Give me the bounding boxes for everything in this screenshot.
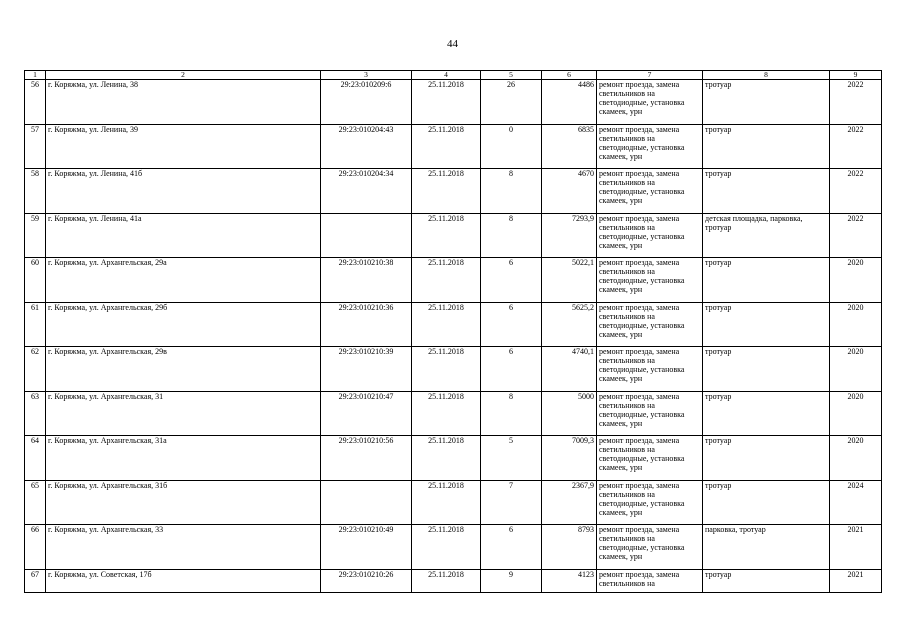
- count-cell: 6: [481, 258, 542, 303]
- header-cell: 4: [412, 71, 481, 80]
- table-row: [25, 347, 882, 392]
- cadastral-number-cell: 29:23:010209:6: [321, 80, 412, 125]
- extra-elements-cell: детская площадка, парковка, тротуар: [703, 213, 830, 258]
- cadastral-number-cell: 29:23:010210:26: [321, 569, 412, 592]
- area-cell: 5022,1: [542, 258, 597, 303]
- year-cell: 2020: [830, 347, 882, 392]
- row-number-cell: 60: [25, 258, 46, 303]
- works-cell: [597, 347, 703, 392]
- area-cell: 4670: [542, 169, 597, 214]
- address-cell: г. Коряжма, ул. Ленина, 39: [46, 124, 321, 169]
- address-cell: г. Коряжма, ул. Ленина, 38: [46, 80, 321, 125]
- works-cell: [597, 258, 703, 303]
- count-cell: 0: [481, 124, 542, 169]
- area-cell: 7009,3: [542, 436, 597, 481]
- row-number-cell: 59: [25, 213, 46, 258]
- year-cell: 2021: [830, 569, 882, 592]
- works-cell: [597, 480, 703, 525]
- year-cell: 2024: [830, 480, 882, 525]
- extra-elements-cell: тротуар: [703, 480, 830, 525]
- address-cell: г. Коряжма, ул. Архангельская, 31б: [46, 480, 321, 525]
- date-cell: 25.11.2018: [412, 525, 481, 570]
- works-text: ремонт проезда, замена светильников на светодиодные, установка скамеек, урн: [599, 525, 685, 561]
- extra-elements-cell: тротуар: [703, 391, 830, 436]
- table-row: [25, 569, 882, 592]
- count-cell: 5: [481, 436, 542, 481]
- year-cell: 2020: [830, 391, 882, 436]
- works-cell: [597, 436, 703, 481]
- table-row: [25, 391, 882, 436]
- row-number-cell: 62: [25, 347, 46, 392]
- works-text: ремонт проезда, замена светильников на светодиодные, установка скамеек, урн: [599, 258, 685, 294]
- date-cell: 25.11.2018: [412, 436, 481, 481]
- works-text: ремонт проезда, замена светильников на светодиодные, установка скамеек, урн: [599, 391, 685, 428]
- row-number-cell: 61: [25, 302, 46, 347]
- works-text: ремонт проезда, замена светильников на светодиодные, установка скамеек, урн: [599, 124, 685, 161]
- address-cell: г. Коряжма, ул. Архангельская, 29б: [46, 302, 321, 347]
- address-cell: г. Коряжма, ул. Архангельская, 31а: [46, 436, 321, 481]
- cadastral-number-cell: 29:23:010210:56: [321, 436, 412, 481]
- row-number-cell: 58: [25, 169, 46, 214]
- table-row: [25, 525, 882, 570]
- year-cell: 2021: [830, 525, 882, 570]
- row-number-cell: 63: [25, 391, 46, 436]
- header-cell: 1: [25, 71, 46, 80]
- date-cell: 25.11.2018: [412, 124, 481, 169]
- page-number: 44: [447, 38, 458, 50]
- header-cell: 7: [597, 71, 703, 80]
- cadastral-number-cell: 29:23:010204:43: [321, 124, 412, 169]
- extra-elements-cell: тротуар: [703, 169, 830, 214]
- year-cell: 2020: [830, 258, 882, 303]
- works-cell: [597, 391, 703, 436]
- works-cell: [597, 525, 703, 570]
- table-body: [25, 80, 882, 593]
- works-text: ремонт проезда, замена светильников на светодиодные, установка скамеек, урн: [599, 347, 685, 383]
- address-cell: г. Коряжма, ул. Архангельская, 29в: [46, 347, 321, 392]
- extra-elements-cell: тротуар: [703, 258, 830, 303]
- row-number-cell: 65: [25, 480, 46, 525]
- header-cell: 2: [46, 71, 321, 80]
- count-cell: 6: [481, 302, 542, 347]
- address-cell: г. Коряжма, ул. Советская, 17б: [46, 569, 321, 592]
- date-cell: 25.11.2018: [412, 258, 481, 303]
- header-cell: 8: [703, 71, 830, 80]
- cadastral-number-cell: 29:23:010210:36: [321, 302, 412, 347]
- date-cell: 25.11.2018: [412, 569, 481, 592]
- works-text: ремонт проезда, замена светильников на светодиодные, установка скамеек, урн: [599, 80, 685, 116]
- header-cell: 6: [542, 71, 597, 80]
- address-cell: г. Коряжма, ул. Архангельская, 29а: [46, 258, 321, 303]
- table-row: [25, 169, 882, 214]
- works-cell: [597, 213, 703, 258]
- address-cell: г. Коряжма, ул. Ленина, 41а: [46, 213, 321, 258]
- works-text: ремонт проезда, замена светильников на светодиодные, установка скамеек, урн: [599, 480, 685, 517]
- date-cell: 25.11.2018: [412, 347, 481, 392]
- cadastral-number-cell: 29:23:010204:34: [321, 169, 412, 214]
- table-row: [25, 302, 882, 347]
- table-row: [25, 124, 882, 169]
- works-cell: [597, 80, 703, 125]
- area-cell: 4123: [542, 569, 597, 592]
- extra-elements-cell: парковка, тротуар: [703, 525, 830, 570]
- extra-elements-cell: тротуар: [703, 436, 830, 481]
- table-row: [25, 436, 882, 481]
- header-cell: 9: [830, 71, 882, 80]
- year-cell: 2020: [830, 436, 882, 481]
- extra-elements-cell: тротуар: [703, 302, 830, 347]
- header-cell: 3: [321, 71, 412, 80]
- count-cell: 8: [481, 213, 542, 258]
- year-cell: 2020: [830, 302, 882, 347]
- works-cell: [597, 169, 703, 214]
- year-cell: 2022: [830, 80, 882, 125]
- area-cell: 8793: [542, 525, 597, 570]
- works-text: ремонт проезда, замена светильников на светодиодные, установка скамеек, урн: [599, 169, 685, 205]
- date-cell: 25.11.2018: [412, 80, 481, 125]
- count-cell: 26: [481, 80, 542, 125]
- row-number-cell: 67: [25, 569, 46, 592]
- cadastral-number-cell: [321, 213, 412, 258]
- cadastral-number-cell: [321, 480, 412, 525]
- date-cell: 25.11.2018: [412, 480, 481, 525]
- date-cell: 25.11.2018: [412, 391, 481, 436]
- works-text: ремонт проезда, замена светильников на светодиодные, установка скамеек, урн: [599, 436, 685, 472]
- count-cell: 7: [481, 480, 542, 525]
- row-number-cell: 64: [25, 436, 46, 481]
- row-number-cell: 56: [25, 80, 46, 125]
- cadastral-number-cell: 29:23:010210:49: [321, 525, 412, 570]
- row-number-cell: 66: [25, 525, 46, 570]
- count-cell: 8: [481, 391, 542, 436]
- cadastral-number-cell: 29:23:010210:47: [321, 391, 412, 436]
- area-cell: 7293,9: [542, 213, 597, 258]
- table-header: [25, 71, 882, 80]
- area-cell: 4740,1: [542, 347, 597, 392]
- extra-elements-cell: тротуар: [703, 80, 830, 125]
- works-text: ремонт проезда, замена светильников на светодиодные, установка скамеек, урн: [599, 213, 685, 250]
- works-text: ремонт проезда, замена светильников на светодиодные, установка скамеек, урн: [599, 302, 685, 339]
- date-cell: 25.11.2018: [412, 302, 481, 347]
- count-cell: 9: [481, 569, 542, 592]
- extra-elements-cell: тротуар: [703, 124, 830, 169]
- works-text: ремонт проезда, замена светильников на: [599, 569, 680, 588]
- date-cell: 25.11.2018: [412, 169, 481, 214]
- area-cell: 5625,2: [542, 302, 597, 347]
- works-cell: [597, 124, 703, 169]
- address-cell: г. Коряжма, ул. Архангельская, 33: [46, 525, 321, 570]
- header-row: [25, 71, 882, 80]
- row-number-cell: 57: [25, 124, 46, 169]
- address-cell: г. Коряжма, ул. Ленина, 41б: [46, 169, 321, 214]
- table-row: [25, 258, 882, 303]
- cadastral-number-cell: 29:23:010210:39: [321, 347, 412, 392]
- year-cell: 2022: [830, 169, 882, 214]
- extra-elements-cell: тротуар: [703, 347, 830, 392]
- cadastral-number-cell: 29:23:010210:38: [321, 258, 412, 303]
- area-cell: 6835: [542, 124, 597, 169]
- count-cell: 6: [481, 525, 542, 570]
- count-cell: 6: [481, 347, 542, 392]
- area-cell: 4486: [542, 80, 597, 125]
- extra-elements-cell: тротуар: [703, 569, 830, 592]
- table-row: [25, 480, 882, 525]
- count-cell: 8: [481, 169, 542, 214]
- year-cell: 2022: [830, 213, 882, 258]
- header-cell: 5: [481, 71, 542, 80]
- registry-table: [24, 70, 882, 593]
- works-cell: [597, 569, 703, 592]
- year-cell: 2022: [830, 124, 882, 169]
- area-cell: 5000: [542, 391, 597, 436]
- table-row: [25, 213, 882, 258]
- address-cell: г. Коряжма, ул. Архангельская, 31: [46, 391, 321, 436]
- works-cell: [597, 302, 703, 347]
- area-cell: 2367,9: [542, 480, 597, 525]
- date-cell: 25.11.2018: [412, 213, 481, 258]
- table-row: [25, 80, 882, 125]
